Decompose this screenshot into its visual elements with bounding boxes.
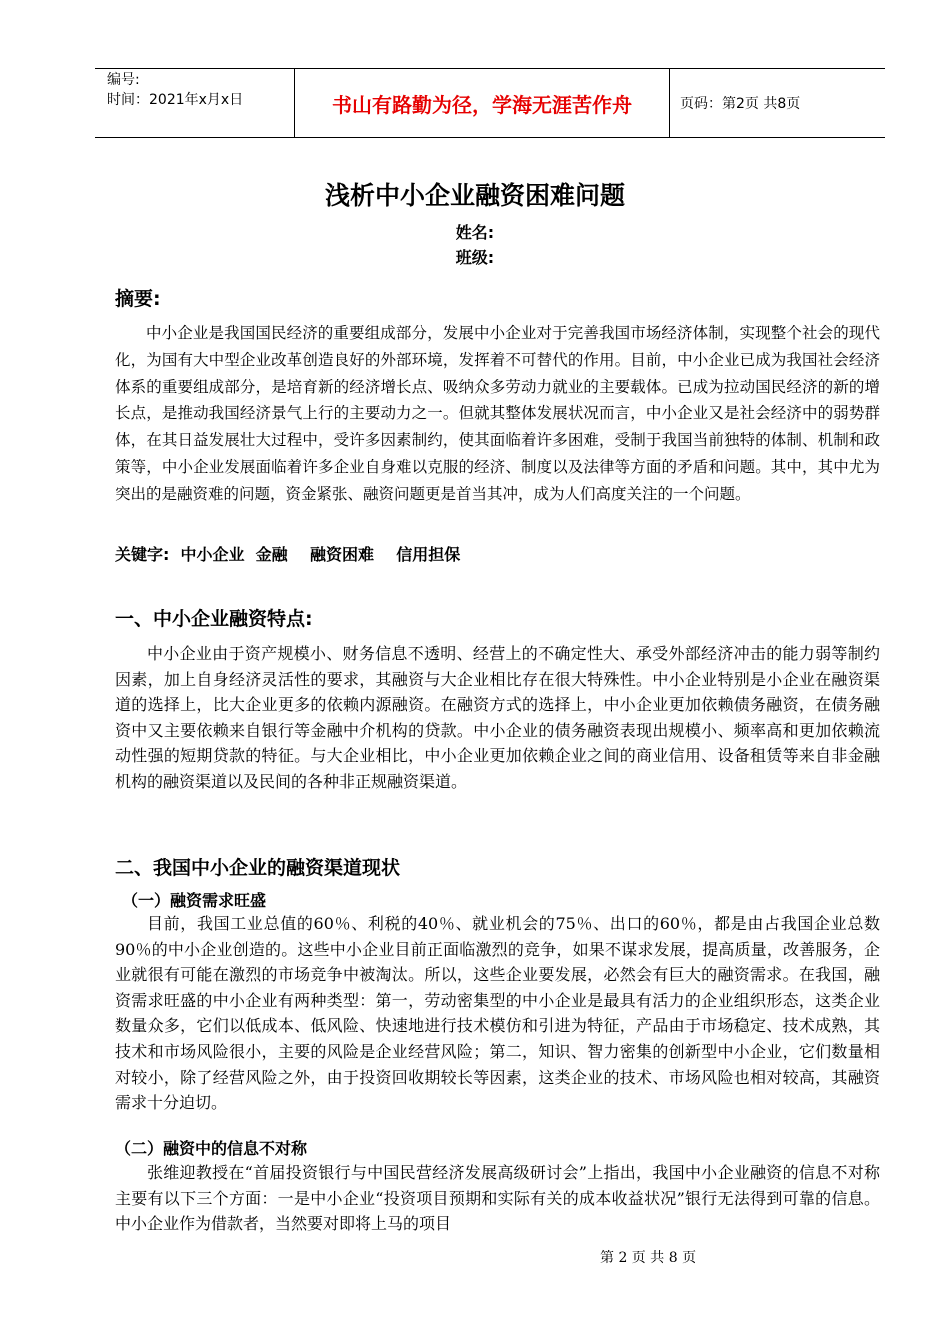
header-page-info: 页码：第2页 共8页 — [680, 96, 801, 112]
name-label: 姓名: — [455, 223, 495, 242]
section2-heading: 二、我国中小企业的融资渠道现状 — [115, 857, 401, 879]
keywords-line: 关键字: 中小企业 金融 融资困难 信用担保 — [115, 545, 461, 564]
subsection2-heading: （二）融资中的信息不对称 — [115, 1139, 308, 1158]
abstract-text: 中小企业是我国国民经济的重要组成部分，发展中小企业对于完善我国市场经济体制，实现整个社会的现代化，为国有大中型企业改革创造良好的外部环境，发挥着不可替代的作用。目前，中小企业已成为我国社会经济体系的重要组成部分，是培育新的经济增长点、吸纳众多劳动力就业的主要载体。已成为拉动国民经济的新的增长点，是推动我国经济景气上行的主要动力之一。但就其整体发展状况而言，中小企业又是社会经济中的弱势群体，在其日益发展壮大过程中，受许多因素制约，使其面临着许多困难，受制于我国当前独特的体制、机制和政策等，中小企业发展面临着许多企业自身难以克服的经济、制度以及法律等方面的矛盾和问题。其中，其中尤为突出的是融资难的问题，资金紧张、融资问题更是首当其冲，成为人们高度关注的一个问题。 — [115, 324, 880, 503]
abstract-heading: 摘要: — [115, 288, 161, 310]
section1-text: 中小企业由于资产规模小、财务信息不透明、经营上的不确定性大、承受外部经济冲击的能力弱等制约因素，加上自身经济灵活性的要求，其融资与大企业相比存在很大特殊性。中小企业特别是小企业在融资渠道的选择上，比大企业更多的依赖内源融资。在融资方式的选择上，中小企业更加依赖债务融资，在债务融资中又主要依赖来自银行等金融中介机构的贷款。中小企业的债务融资表现出规模小、频率高和更加依赖流动性强的短期贷款的特征。与大企业相比，中小企业更加依赖企业之间的商业信用、设备租赁等来自非金融机构的融资渠道以及民间的各种非正规融资渠道。 — [115, 644, 880, 791]
number-label: 编号: — [107, 72, 140, 88]
class-label: 班级: — [455, 248, 495, 267]
subsection1-text: 目前，我国工业总值的60％、利税的40％、就业机会的75％、出口的60％，都是由占我国企业总数90％的中小企业创造的。这些中小企业目前正面临激烈的竞争，如果不谋求发展，提高质量，改善服务，企业就很有可能在激烈的市场竞争中被淘汰。所以，这些企业要发展，必然会有巨大的融资需求。在我国，融资需求旺盛的中小企业有两种类型：第一，劳动密集型的中小企业是最具有活力的企业组织形态，这类企业数量众多，它们以低成本、低风险、快速地进行技术模仿和引进为特征，产品由于市场稳定、技术成熟，其技术和市场风险很小，主要的风险是企业经营风险；第二，知识、智力密集的创新型中小企业，它们数量相对较小，除了经营风险之外，由于投资回收期较长等因素，这类企业的技术、市场风险也相对较高，其融资需求十分迫切。 — [115, 914, 880, 1113]
subsection1-heading: （一）融资需求旺盛 — [122, 891, 267, 910]
page-footer: 第 2 页 共 8 页 — [600, 1250, 697, 1266]
subsection2-text: 张维迎教授在“首届投资银行与中国民营经济发展高级研讨会”上指出，我国中小企业融资的信息不对称主要有以下三个方面：一是中小企业“投资项目预期和实际有关的成本收益状况”银行无法得到可靠的信息。中小企业作为借款者，当然要对即将上马的项目 — [115, 1163, 880, 1234]
time-label: 时间：2021年x月x日 — [107, 92, 244, 108]
section1-heading: 一、中小企业融资特点: — [115, 608, 313, 630]
header-left-cell — [95, 69, 295, 137]
header-motto: 书山有路勤为径，学海无涯苦作舟 — [295, 69, 670, 137]
document-title: 浅析中小企业融资困难问题 — [324, 181, 625, 210]
document-header — [95, 68, 885, 138]
